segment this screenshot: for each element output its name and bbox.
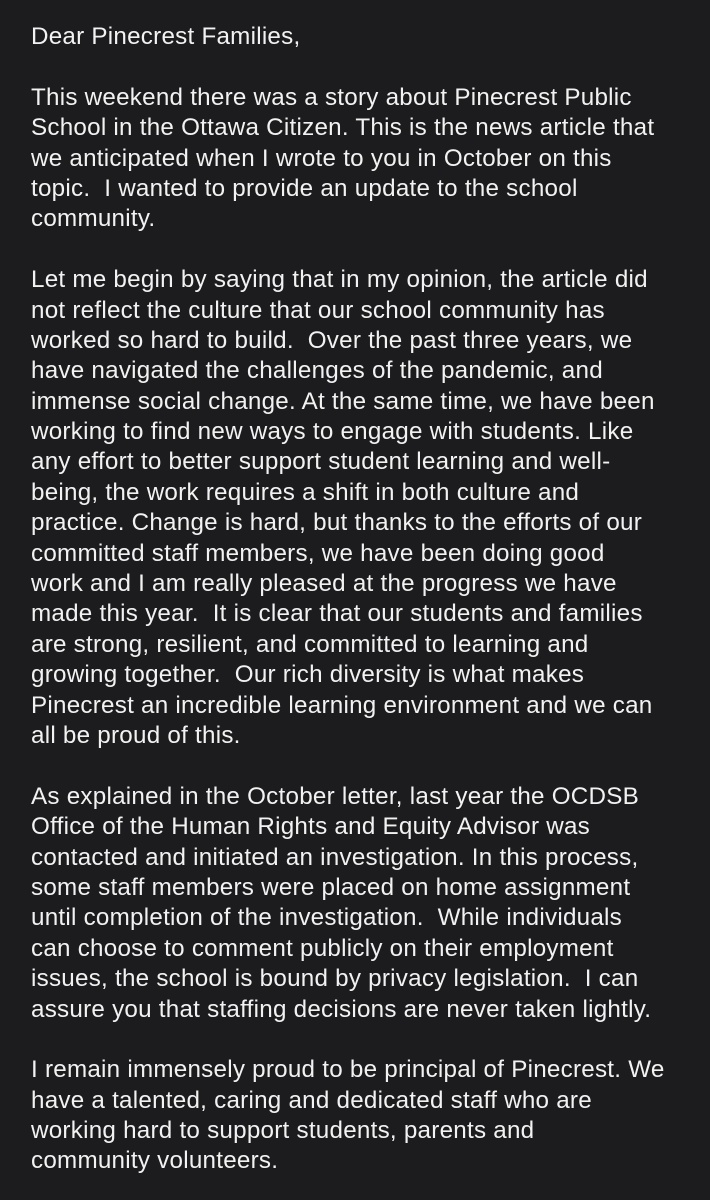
paragraph-gap xyxy=(31,52,692,82)
paragraph-line: This weekend there was a story about Pinecrest Public xyxy=(31,83,632,111)
paragraph-line: School in the Ottawa Citizen. This is the news article that xyxy=(31,114,655,142)
paragraph-line: assure you that staffing decisions are never taken lightly. xyxy=(31,995,652,1023)
paragraph-line: Pinecrest an incredible learning environment and we can xyxy=(31,691,653,719)
paragraph-line: until completion of the investigation. While individuals xyxy=(31,904,623,932)
paragraph-line: growing together. Our rich diversity is what makes xyxy=(31,661,585,689)
paragraph-line: can choose to comment publicly on their employment xyxy=(31,934,614,962)
paragraph-line: working to find new ways to engage with students. Like xyxy=(31,418,634,446)
paragraph-line: working hard to support students, parents and xyxy=(31,1117,535,1145)
paragraph-line: community. xyxy=(31,205,156,233)
paragraph-line: have navigated the challenges of the pandemic, and xyxy=(31,357,603,385)
paragraph-gap xyxy=(31,751,692,781)
salutation: Dear Pinecrest Families, xyxy=(31,23,301,50)
paragraph-line: issues, the school is bound by privacy legislation. I can xyxy=(31,965,639,993)
paragraph-line: contacted and initiated an investigation. In this process, xyxy=(31,843,639,871)
paragraph-line: being, the work requires a shift in both culture and xyxy=(31,478,580,506)
paragraph-4 xyxy=(31,1055,692,1177)
paragraph-line: made this year. It is clear that our students and families xyxy=(31,600,643,628)
paragraph-2 xyxy=(31,265,692,751)
paragraph-line: not reflect the culture that our school community has xyxy=(31,296,605,324)
paragraph-line: have a talented, caring and dedicated staff who are xyxy=(31,1086,592,1114)
paragraph-line: committed staff members, we have been doing good xyxy=(31,539,605,567)
paragraph-line: Office of the Human Rights and Equity Advisor was xyxy=(31,813,590,841)
paragraph-line: practice. Change is hard, but thanks to the efforts of our xyxy=(31,509,643,537)
paragraph-1 xyxy=(31,83,692,235)
paragraph-gap xyxy=(31,235,692,265)
paragraph-line: all be proud of this. xyxy=(31,721,241,749)
paragraph-line: work and I am really pleased at the progress we have xyxy=(31,570,617,598)
paragraph-line: immense social change. At the same time, we have been xyxy=(31,387,655,415)
paragraph-line: I remain immensely proud to be principal of Pinecrest. We xyxy=(31,1056,665,1084)
paragraph-line: topic. I wanted to provide an update to the school xyxy=(31,174,578,202)
paragraph-3 xyxy=(31,782,692,1025)
paragraph-line: community volunteers. xyxy=(31,1147,279,1175)
paragraph-line: some staff members were placed on home assignment xyxy=(31,873,631,901)
paragraph-line: any effort to better support student learning and well- xyxy=(31,448,611,476)
paragraph-line: As explained in the October letter, last year the OCDSB xyxy=(31,782,639,810)
paragraph-line: Let me begin by saying that in my opinion, the article did xyxy=(31,266,648,294)
paragraph-line: worked so hard to build. Over the past three years, we xyxy=(31,326,633,354)
paragraph-line: are strong, resilient, and committed to learning and xyxy=(31,630,589,658)
paragraph-gap xyxy=(31,1025,692,1055)
paragraph-line: we anticipated when I wrote to you in October on this xyxy=(31,144,612,172)
